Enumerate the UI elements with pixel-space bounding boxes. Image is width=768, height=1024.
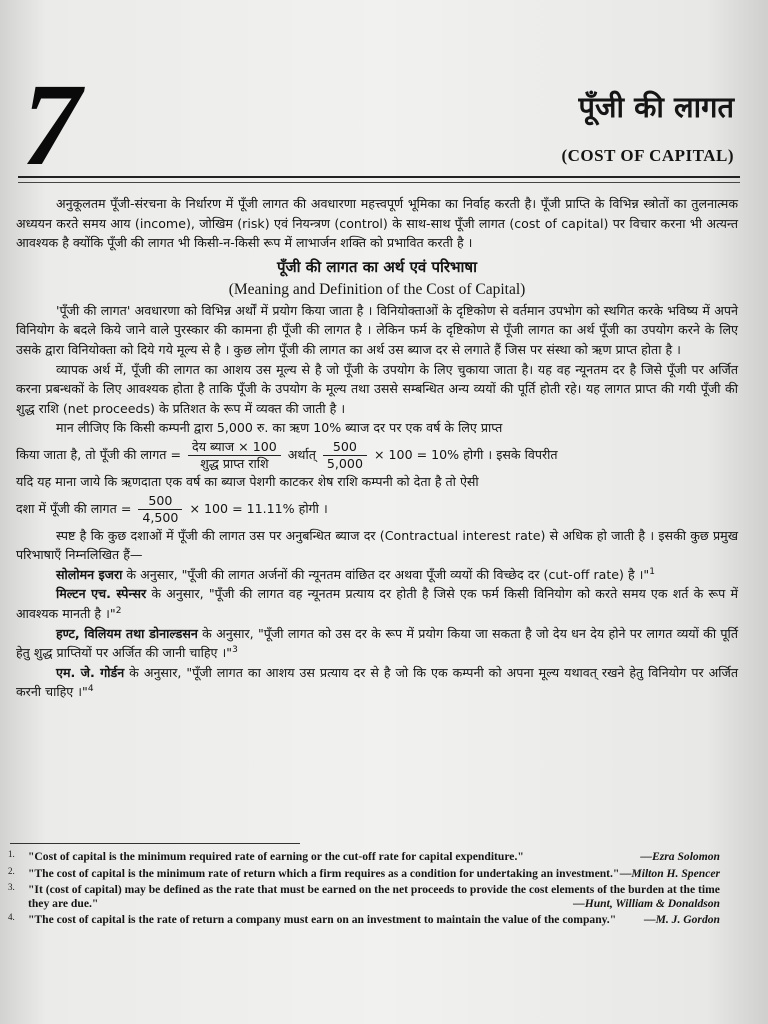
footnote-author: —Ezra Solomon [640,850,720,863]
fraction-denominator: 5,000 [326,455,363,471]
footnote-author: —M. J. Gordon [643,913,720,927]
footnote-number: 1. [8,849,15,859]
definition-author: सोलोमन इजरा [56,566,123,582]
footnotes [8,850,720,930]
formula-connector: अर्थात् [287,446,316,462]
fraction-numerator: देय ब्याज × 100 [188,439,281,456]
footnote-text: "Cost of capital is the minimum required rate of earning or the cut-off rate for capital expenditure." [28,850,524,863]
definition-item [16,624,738,663]
example-line-3: यदि यह माना जाये कि ऋणदाता एक वर्ष का ब्याज पेशगी काटकर शेष राशि कम्पनी को देता है तो ऐसी [16,473,479,489]
footnote-text: "The cost of capital is the minimum rate of return which a firm requires as a condition for undertaking an investment." [28,866,620,880]
formula-lead-text: किया जाता है, तो पूँजी की लागत = [16,446,182,462]
example-formula-line-2 [16,492,738,526]
definition-author: मिल्टन एच. स्पेन्सर [56,586,147,602]
footnote-item [8,913,720,927]
footnote-ref: 1 [649,566,655,577]
fraction-denominator: 4,500 [142,509,179,525]
footnote-text: "The cost of capital is the rate of return a company must earn on an investment to maintain the value of the company." [28,913,617,927]
footnote-item [8,867,720,881]
header-rule [18,176,740,178]
fraction-values [138,493,182,526]
paragraph-definitions-intro: स्पष्ट है कि कुछ दशाओं में पूँजी की लागत उस पर अनुबन्धित ब्याज दर (Contractual interest rate) से अधिक हो जाती है । इसकी कुछ प्रमुख परिभाषाएँ निम्नलिखित हैं— [16,527,738,563]
example-line-1: मान लीजिए कि किसी कम्पनी द्वारा 5,000 रु. का ऋण 10% ब्याज दर पर एक वर्ष के लिए प्राप्त [56,420,503,436]
definition-text: के अनुसार, "पूँजी लागत को उस दर के रूप में प्रयोग किया जा सकता है जो देय धन देय होने पर लागत व्ययों की पूर्ति हेतु शुद्ध प्राप्तियों पर अर्जित की जानी चाहिए ।" [16,625,738,661]
chapter-number: 7 [22,59,81,190]
footnote-ref: 4 [87,684,94,695]
example-formula-line [16,438,738,472]
definition-item [16,663,738,702]
body-text [16,194,738,702]
footnote-item [8,883,720,910]
fraction-numerator: 500 [138,493,182,510]
footnote-author: —Milton H. Spencer [619,866,720,880]
definition-item [16,565,738,585]
formula-result: × 100 = 10% होगी । इसके विपरीत [373,446,558,462]
footnote-ref: 2 [115,605,122,616]
definition-author: एम. जे. गोर्डन [56,664,125,680]
definition-text: के अनुसार, "पूँजी लागत का आशय उस प्रत्याय दर से है जो कि एक कम्पनी को अपना मूल्य यथावत् रखने हेतु विनियोग पर अर्जित करनी चाहिए ।" [16,664,738,700]
definition-text: के अनुसार, "पूँजी की लागत अर्जनों की न्यूनतम वांछित दर अथवा पूँजी व्ययों की विच्छेद दर (cut-off rate) है ।" [122,566,650,582]
definition-text: के अनुसार, "पूँजी की लागत वह न्यूनतम प्रत्याय दर होती है जिसे एक फर्म किसी विनियोग को करते समय एक शर्त के रूप में आवश्यक मानती है ।" [16,586,738,621]
fraction-numerator: 500 [323,439,367,456]
footnote-ref: 3 [232,644,238,655]
footnote-rule [10,843,300,844]
paragraph-broad-meaning: व्यापक अर्थ में, पूँजी की लागत का आशय उस मूल्य से है जो पूँजी के उपयोग के लिए चुकाया जाता है। यह वह न्यूनतम दर है जिसे पूँजी पर अर्जित करना प्रबन्धकों के लिए आवश्यक होता है ताकि पूँजी के उपयोग के मूल्य तथा उससे सम्बन्धित अन्य व्ययों की पूर्ति होती रहे। यह लागत प्राप्त की गयी पूँजी की शुद्ध राशि (net proceeds) के प्रतिशत के रूप में व्यक्त की जाती है । [16,361,738,416]
footnote-number: 4. [8,912,15,923]
chapter-title-hindi: पूँजी की लागत [578,90,734,124]
definition-author: हण्ट, विलियम तथा डोनाल्डसन [56,625,198,641]
footnote-item [8,850,720,864]
footnote-author: —Hunt, William & Donaldson [573,896,720,910]
section-heading-english: (Meaning and Definition of the Cost of Capital) [228,280,526,298]
footnote-text: "It (cost of capital) may be defined as the rate that must be earned on the net proceeds to provide the cost elements of the burden at the time they are due." [28,883,720,910]
section-heading-hindi: पूँजी की लागत का अर्थ एवं परिभाषा [277,257,477,276]
fraction-formula [188,439,281,472]
fraction-denominator: शुद्ध प्राप्त राशि [200,455,269,471]
paragraph-meaning: 'पूँजी की लागत' अवधारणा को विभिन्न अर्थों में प्रयोग किया जाता है । विनियोक्ताओं के दृष्टिकोण से वर्तमान उपभोग को स्थगित करके भविष्य में अपने विनियोग के बदले किये जाने वाले पुरस्कार की कामना ही पूँजी की लागत है । लेकिन फर्म के दृष्टिकोण से पूँजी लागत का अर्थ पूँजी का उपयोग करने के लिए उसके द्वारा विनियोक्ता को दिये गये मूल्य से है । कुछ लोग पूँजी की लागत का अर्थ उस ब्याज दर से लगाते हैं जिस पर संस्था को ऋण प्राप्त होता है । [16,302,738,357]
intro-paragraph: अनुकूलतम पूँजी-संरचना के निर्धारण में पूँजी लागत की अवधारणा महत्त्वपूर्ण भूमिका का निर्वाह करती है। पूँजी प्राप्ति के विभिन्न स्त्रोतों का तुलनात्मक अध्ययन करते समय आय (income), जोखिम (risk) एवं नियन्त्रण (control) के साथ-साथ पूँजी लागत (cost of capital) पर विचार करना भी अत्यन्त आवश्यक है क्योंकि पूँजी की लागत भी किसी-न-किसी रूप में लाभार्जन शक्ति को प्रभावित करती है । [16,196,738,251]
formula-result: × 100 = 11.11% होगी । [189,500,328,516]
header-rule-thin [18,182,740,183]
footnote-number: 3. [8,882,15,893]
fraction-values [323,439,367,472]
footnote-number: 2. [8,865,15,876]
chapter-title-english: (COST OF CAPITAL) [561,146,734,165]
formula-lead-text: दशा में पूँजी की लागत = [16,500,132,516]
definition-item [16,584,738,623]
